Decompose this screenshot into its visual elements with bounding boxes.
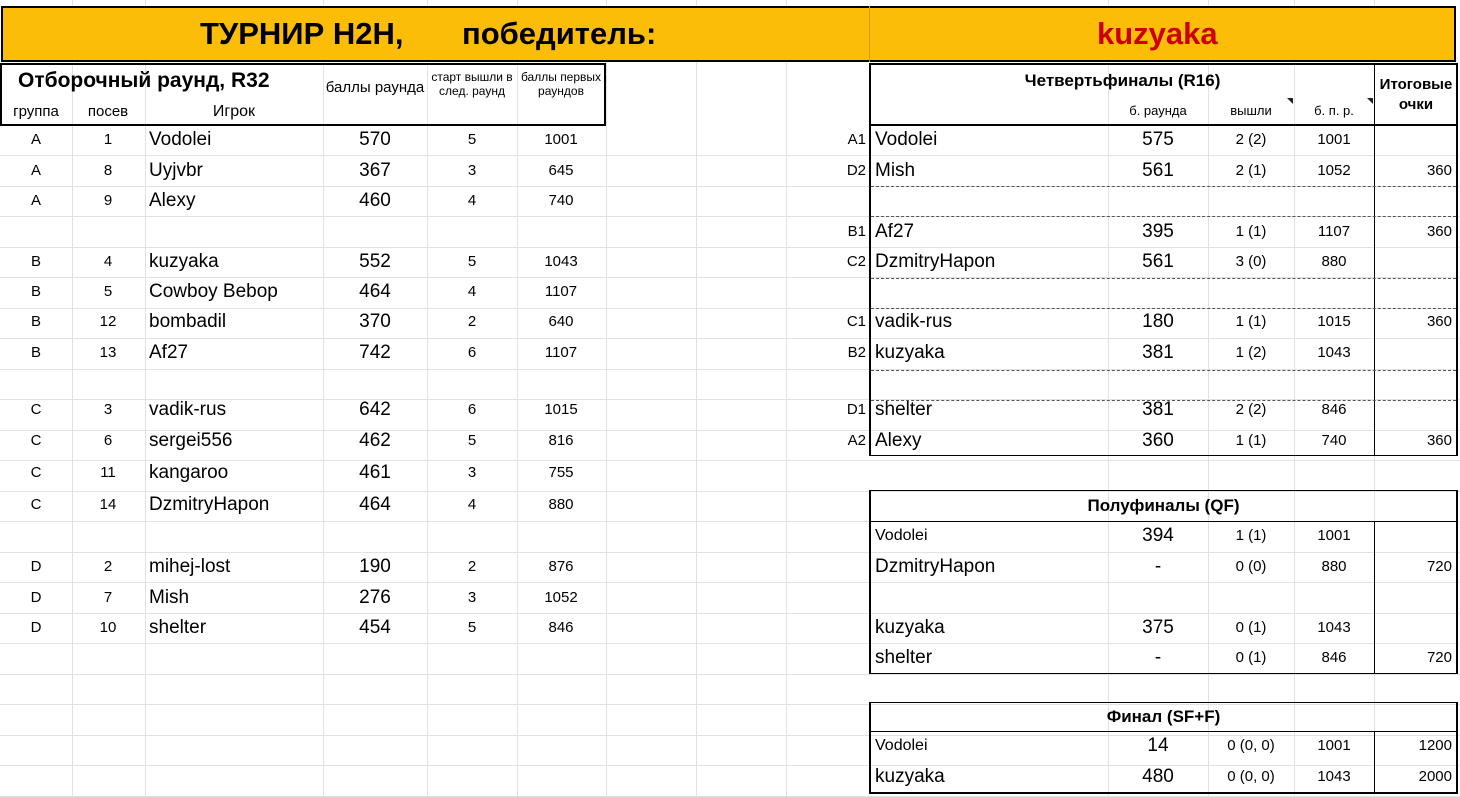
grid-row-line <box>0 765 1460 766</box>
qual-points-cell: 570 <box>359 129 391 150</box>
qual-player-name: Uyjvbr <box>149 160 203 181</box>
qf-seed-cell: B2 <box>847 344 866 361</box>
sf-player-name: Vodolei <box>875 527 928 544</box>
qual-first-cell: 740 <box>548 192 574 209</box>
note-marker-icon <box>1367 98 1373 104</box>
qual-seed-cell: 2 <box>103 558 113 575</box>
qual-col-seed: посев <box>87 103 129 120</box>
qual-first-cell: 755 <box>548 464 574 481</box>
qf-player-name: DzmitryHapon <box>875 251 996 272</box>
qual-group-cell: D <box>30 558 42 575</box>
qf-out-cell: 1 (2) <box>1235 344 1267 361</box>
qf-total-cell: 360 <box>1426 432 1452 449</box>
qf-out-cell: 1 (1) <box>1235 432 1267 449</box>
final-prev-cell: 1043 <box>1317 768 1351 785</box>
qual-points-cell: 642 <box>359 399 391 420</box>
qual-seed-cell: 13 <box>99 344 117 361</box>
grid-row-line <box>0 735 1460 736</box>
match-separator <box>871 308 1456 309</box>
qf-prev-cell: 1043 <box>1317 344 1351 361</box>
qual-player-name: Cowboy Bebop <box>149 281 278 302</box>
qual-points-cell: 552 <box>359 251 391 272</box>
qual-first-cell: 640 <box>548 313 574 330</box>
qf-prev-cell: 846 <box>1321 401 1347 418</box>
qf-prev-cell: 880 <box>1321 253 1347 270</box>
qf-player-name: Alexy <box>875 430 922 451</box>
qf-total-cell: 360 <box>1426 313 1452 330</box>
sf-out-cell: 0 (0) <box>1235 558 1267 575</box>
qual-points-cell: 190 <box>359 556 391 577</box>
qual-points-cell: 460 <box>359 190 391 211</box>
tournament-title: ТУРНИР H2H, <box>200 16 404 51</box>
qual-points-cell: 742 <box>359 342 391 363</box>
qf-total-cell: 360 <box>1426 223 1452 240</box>
note-marker-icon <box>1287 98 1293 104</box>
qual-start-cell: 5 <box>467 131 477 148</box>
final-prev-cell: 1001 <box>1317 737 1351 754</box>
qual-player-name: kuzyaka <box>149 251 219 272</box>
qual-group-cell: B <box>30 253 41 270</box>
sf-out-cell: 0 (1) <box>1235 649 1267 666</box>
qual-player-name: Mish <box>149 587 190 608</box>
grid-row-line <box>0 155 1460 156</box>
qf-out-cell: 1 (1) <box>1235 223 1267 240</box>
sf-points-cell: - <box>1154 647 1162 668</box>
qf-player-name: Mish <box>875 160 916 181</box>
qual-border-top <box>0 63 606 65</box>
qf-out-cell: 1 (1) <box>1235 313 1267 330</box>
qf-player-name: shelter <box>875 399 933 420</box>
grid-row-line <box>0 582 1460 583</box>
final-player-name: Vodolei <box>875 737 928 754</box>
qual-first-cell: 1043 <box>544 253 578 270</box>
sf-points-cell: - <box>1154 556 1162 577</box>
qual-col-points: баллы раунда <box>325 79 425 96</box>
sf-title: Полуфиналы (QF) <box>1087 496 1240 515</box>
qual-start-cell: 5 <box>467 432 477 449</box>
qf-points-cell: 381 <box>1142 342 1174 363</box>
qual-points-cell: 461 <box>359 462 391 483</box>
grid-row-line <box>0 338 1460 339</box>
qual-first-cell: 1052 <box>544 589 578 606</box>
qual-group-cell: D <box>30 619 42 636</box>
match-separator <box>871 278 1456 279</box>
qual-player-name: Vodolei <box>149 129 212 150</box>
qual-points-cell: 367 <box>359 160 391 181</box>
final-title: Финал (SF+F) <box>1106 707 1221 726</box>
qual-col-start: старт вышли в след. раунд <box>431 70 513 98</box>
sf-prev-cell: 1043 <box>1317 619 1351 636</box>
qf-points-cell: 575 <box>1142 129 1174 150</box>
qual-title: Отборочный раунд, R32 <box>18 69 270 92</box>
qual-points-cell: 454 <box>359 617 391 638</box>
sf-prev-cell: 1001 <box>1317 527 1351 544</box>
grid-row-line <box>0 491 1460 492</box>
qual-first-cell: 816 <box>548 432 574 449</box>
grid-row-line <box>0 613 1460 614</box>
qual-first-cell: 1001 <box>544 131 578 148</box>
grid-row-line <box>0 643 1460 644</box>
qf-seed-cell: C1 <box>846 313 866 330</box>
sf-prev-cell: 846 <box>1321 649 1347 666</box>
qual-player-name: shelter <box>149 617 207 638</box>
qual-start-cell: 2 <box>467 558 477 575</box>
qual-start-cell: 4 <box>467 283 477 300</box>
qual-group-cell: C <box>30 464 42 481</box>
qf-seed-cell: C2 <box>846 253 866 270</box>
qual-start-cell: 5 <box>467 253 477 270</box>
qual-seed-cell: 10 <box>99 619 117 636</box>
qf-player-name: Af27 <box>875 221 915 242</box>
qual-group-cell: A <box>30 192 41 209</box>
sf-player-name: shelter <box>875 647 933 668</box>
qf-player-name: Vodolei <box>875 129 938 150</box>
final-total-cell: 2000 <box>1418 768 1452 785</box>
qual-seed-cell: 11 <box>100 464 116 481</box>
sf-total-cell: 720 <box>1426 649 1452 666</box>
qual-group-cell: C <box>30 401 42 418</box>
qual-seed-cell: 14 <box>99 496 117 513</box>
qual-seed-cell: 9 <box>103 192 113 209</box>
sf-out-cell: 1 (1) <box>1235 527 1267 544</box>
qual-first-cell: 1015 <box>544 401 578 418</box>
qual-group-cell: B <box>30 283 41 300</box>
qual-seed-cell: 1 <box>103 131 113 148</box>
match-separator <box>871 400 1456 401</box>
qf-total-cell: 360 <box>1426 162 1452 179</box>
qual-player-name: sergei556 <box>149 430 233 451</box>
qf-out-cell: 2 (1) <box>1235 162 1267 179</box>
qual-group-cell: C <box>30 496 42 513</box>
qual-player-name: kangaroo <box>149 462 229 483</box>
qf-seed-cell: D2 <box>846 162 866 179</box>
qf-prev-cell: 1052 <box>1317 162 1351 179</box>
final-out-cell: 0 (0, 0) <box>1227 737 1275 754</box>
qual-seed-cell: 7 <box>103 589 113 606</box>
qual-start-cell: 6 <box>467 401 477 418</box>
sf-player-name: kuzyaka <box>875 617 945 638</box>
sf-points-cell: 375 <box>1142 617 1174 638</box>
final-points-cell: 480 <box>1142 766 1174 787</box>
match-separator <box>871 370 1456 371</box>
grid-row-line <box>0 704 1460 705</box>
qf-points-cell: 561 <box>1142 160 1174 181</box>
winner-name: kuzyaka <box>1097 16 1218 51</box>
match-separator <box>871 216 1456 217</box>
sf-points-cell: 394 <box>1142 525 1174 546</box>
qual-start-cell: 4 <box>467 496 477 513</box>
qual-points-cell: 462 <box>359 430 391 451</box>
sf-prev-cell: 880 <box>1321 558 1347 575</box>
qual-start-cell: 5 <box>467 619 477 636</box>
grid-row-line <box>0 247 1460 248</box>
qf-out-cell: 2 (2) <box>1235 131 1267 148</box>
qual-first-cell: 1107 <box>544 344 578 361</box>
sf-player-name: DzmitryHapon <box>875 556 996 577</box>
qual-seed-cell: 12 <box>99 313 117 330</box>
qual-seed-cell: 5 <box>103 283 113 300</box>
qf-col-total: Итоговые очки <box>1379 76 1453 113</box>
qual-points-cell: 276 <box>359 587 391 608</box>
qf-points-cell: 561 <box>1142 251 1174 272</box>
qual-group-cell: C <box>30 432 42 449</box>
qual-first-cell: 645 <box>548 162 574 179</box>
qual-start-cell: 4 <box>467 192 477 209</box>
qf-prev-cell: 1001 <box>1317 131 1351 148</box>
qual-start-cell: 3 <box>467 589 477 606</box>
qf-player-name: vadik-rus <box>875 311 953 332</box>
qual-points-cell: 464 <box>359 494 391 515</box>
qual-points-cell: 370 <box>359 311 391 332</box>
qual-col-group: группа <box>13 103 59 120</box>
final-points-cell: 14 <box>1147 735 1169 756</box>
qual-player-name: DzmitryHapon <box>149 494 270 515</box>
qf-col-pts: б. раунда <box>1129 103 1187 118</box>
qual-player-name: mihej-lost <box>149 556 231 577</box>
qual-col-player: Игрок <box>212 103 256 120</box>
qf-points-cell: 381 <box>1142 399 1174 420</box>
qf-player-name: kuzyaka <box>875 342 945 363</box>
grid-row-line <box>0 674 1460 675</box>
qual-group-cell: A <box>30 131 41 148</box>
qf-col-out: вышли <box>1230 103 1272 118</box>
qual-player-name: Af27 <box>149 342 189 363</box>
qual-start-cell: 3 <box>467 162 477 179</box>
qual-start-cell: 3 <box>467 464 477 481</box>
qual-first-cell: 880 <box>548 496 574 513</box>
qual-seed-cell: 3 <box>103 401 113 418</box>
final-total-cell: 1200 <box>1418 737 1452 754</box>
qf-prev-cell: 740 <box>1321 432 1347 449</box>
qual-col-first: баллы первых раундов <box>520 70 602 98</box>
qual-points-cell: 464 <box>359 281 391 302</box>
qual-first-cell: 846 <box>548 619 574 636</box>
qual-group-cell: D <box>30 589 42 606</box>
qf-seed-cell: A2 <box>847 432 866 449</box>
qf-out-cell: 2 (2) <box>1235 401 1267 418</box>
qual-group-cell: B <box>30 344 41 361</box>
qf-out-cell: 3 (0) <box>1235 253 1267 270</box>
qf-seed-cell: D1 <box>846 401 866 418</box>
qf-points-cell: 180 <box>1142 311 1174 332</box>
banner-divider <box>869 6 870 62</box>
qual-first-cell: 876 <box>548 558 574 575</box>
qual-start-cell: 2 <box>467 313 477 330</box>
qf-prev-cell: 1107 <box>1317 223 1351 240</box>
qf-col-prev: б. п. р. <box>1314 103 1354 118</box>
qual-seed-cell: 6 <box>103 432 113 449</box>
qf-prev-cell: 1015 <box>1317 313 1351 330</box>
qf-points-cell: 360 <box>1142 430 1174 451</box>
sf-out-cell: 0 (1) <box>1235 619 1267 636</box>
qual-player-name: bombadil <box>149 311 227 332</box>
final-out-cell: 0 (0, 0) <box>1227 768 1275 785</box>
grid-row-line <box>0 552 1460 553</box>
qual-group-cell: A <box>30 162 41 179</box>
qual-start-cell: 6 <box>467 344 477 361</box>
qual-first-cell: 1107 <box>544 283 578 300</box>
sf-total-cell: 720 <box>1426 558 1452 575</box>
qf-title: Четвертьфиналы (R16) <box>1024 71 1221 90</box>
qual-seed-cell: 8 <box>103 162 113 179</box>
qual-player-name: vadik-rus <box>149 399 227 420</box>
qf-seed-cell: A1 <box>847 131 866 148</box>
qf-points-cell: 395 <box>1142 221 1174 242</box>
winner-label: победитель: <box>462 16 657 51</box>
final-player-name: kuzyaka <box>875 766 945 787</box>
qual-player-name: Alexy <box>149 190 196 211</box>
match-separator <box>871 186 1456 187</box>
qual-seed-cell: 4 <box>103 253 113 270</box>
qual-group-cell: B <box>30 313 41 330</box>
grid-row-line <box>0 460 1460 461</box>
qual-border-bottom <box>0 124 606 126</box>
qf-seed-cell: B1 <box>847 223 866 240</box>
